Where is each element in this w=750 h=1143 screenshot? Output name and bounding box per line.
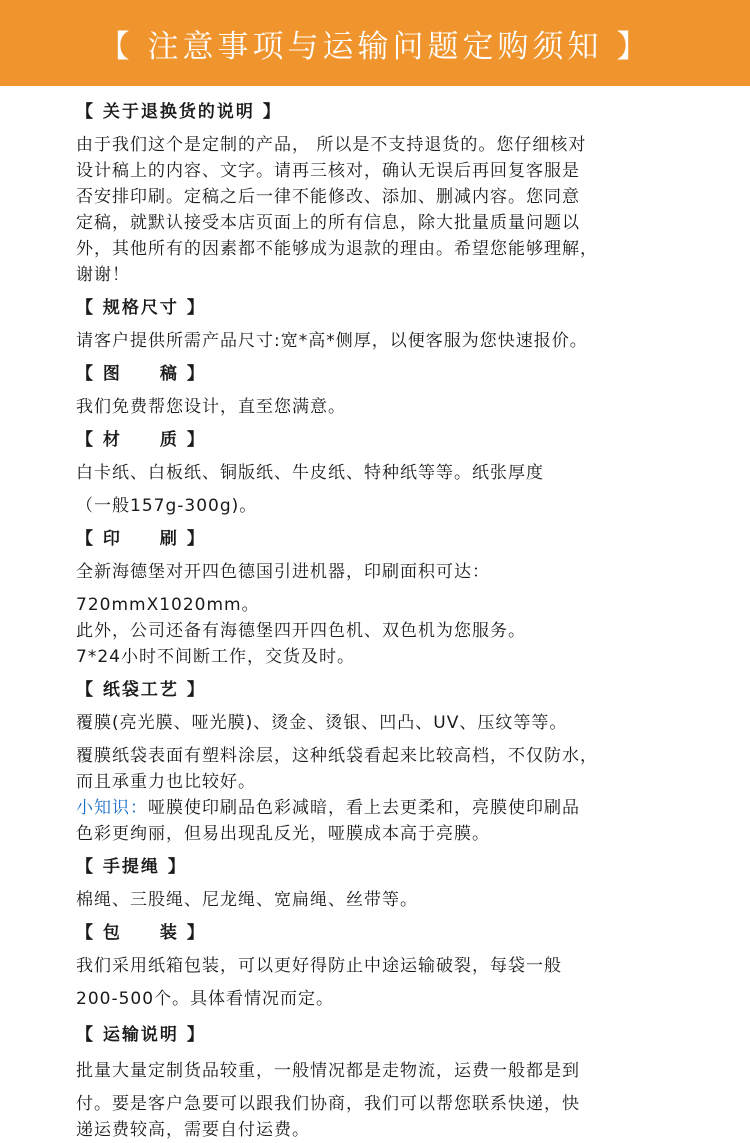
section-heading: 【 纸袋工艺 】 (76, 680, 206, 700)
title-banner (0, 0, 750, 86)
paragraph-line: 谢谢！ (76, 265, 130, 285)
section-heading: 【 材 质 】 (76, 430, 206, 450)
section-size (76, 295, 676, 354)
section-design (76, 361, 676, 420)
tip-text: 哑膜使印刷品色彩减暗，看上去更柔和，亮膜使印刷品 (148, 798, 580, 818)
section-craft (76, 677, 676, 847)
section-heading: 【 手提绳 】 (76, 857, 187, 877)
paragraph-line: 7*24小时不间断工作，交货及时。 (76, 647, 355, 667)
paragraph-line: 付。要是客户急要可以跟我们协商，我们可以帮您联系快递，快 (76, 1094, 580, 1114)
section-shipping (76, 1022, 676, 1143)
section-heading: 【 印 刷 】 (76, 529, 206, 549)
paragraph-line: （一般157g-300g)。 (76, 496, 258, 516)
paragraph-line: 设计稿上的内容、文字。请再三核对，确认无误后再回复客服是 (76, 161, 580, 181)
notice-content (76, 99, 676, 1143)
section-heading: 【 运输说明 】 (76, 1025, 206, 1045)
paragraph-line: 全新海德堡对开四色德国引进机器，印刷面积可达： (76, 562, 490, 582)
paragraph-line: 覆膜纸袋表面有塑料涂层，这种纸袋看起来比较高档，不仅防水， (76, 746, 598, 766)
paragraph-line: 棉绳、三股绳、尼龙绳、宽扁绳、丝带等。 (76, 890, 418, 910)
tip-label: 小知识： (76, 798, 148, 818)
paragraph-line: 递运费较高，需要自付运费。 (76, 1120, 310, 1140)
paragraph-line: 我们采用纸箱包装，可以更好得防止中途运输破裂，每袋一般 (76, 956, 562, 976)
paragraph-line: 而且承重力也比较好。 (76, 772, 256, 792)
section-packing (76, 920, 676, 1012)
paragraph-line: 否安排印刷。定稿之后一律不能修改、添加、删减内容。您同意 (76, 187, 580, 207)
section-heading: 【 包 装 】 (76, 923, 206, 943)
paragraph-line: 定稿，就默认接受本店页面上的所有信息，除大批量质量问题以 (76, 213, 580, 233)
section-returns (76, 99, 676, 288)
section-rope (76, 854, 676, 913)
section-printing (76, 526, 676, 670)
section-material (76, 427, 676, 519)
paragraph-line: 此外，公司还备有海德堡四开四色机、双色机为您服务。 (76, 621, 526, 641)
paragraph-line: 覆膜(亮光膜、哑光膜)、烫金、烫银、凹凸、UV、压纹等等。 (76, 713, 568, 733)
tip-line: 色彩更绚丽，但易出现乱反光，哑膜成本高于亮膜。 (76, 824, 490, 844)
paragraph-line: 白卡纸、白板纸、铜版纸、牛皮纸、特种纸等等。纸张厚度 (76, 463, 544, 483)
paragraph-line: 200-500个。具体看情况而定。 (76, 989, 335, 1009)
section-heading: 【 规格尺寸 】 (76, 298, 206, 318)
paragraph-line: 我们免费帮您设计，直至您满意。 (76, 397, 346, 417)
paragraph-line: 批量大量定制货品较重，一般情况都是走物流，运费一般都是到 (76, 1061, 580, 1081)
paragraph-line: 720mmX1020mm。 (76, 595, 260, 615)
paragraph-line: 请客户提供所需产品尺寸:宽*高*侧厚，以便客服为您快速报价。 (76, 331, 588, 351)
page-title: 【 注意事项与运输问题定购须知 】 (98, 28, 652, 65)
section-heading: 【 图 稿 】 (76, 364, 206, 384)
tip-line (76, 795, 676, 821)
paragraph-line: 由于我们这个是定制的产品， 所以是不支持退货的。您仔细核对 (76, 135, 587, 155)
section-heading: 【 关于退换货的说明 】 (76, 102, 282, 122)
paragraph-line: 外，其他所有的因素都不能够成为退款的理由。希望您能够理解， (76, 239, 598, 259)
